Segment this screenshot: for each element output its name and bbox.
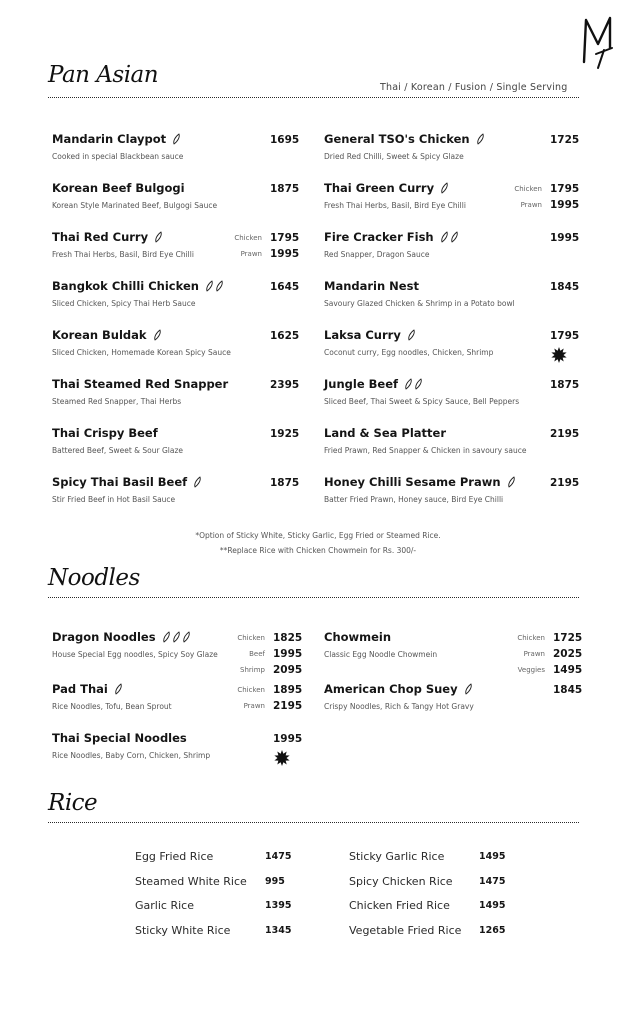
- price-list: [553, 682, 583, 698]
- rice-item-name: Chicken Fried Rice: [349, 899, 450, 912]
- item-description: Fresh Thai Herbs, Basil, Bird Eye Chilli: [52, 250, 194, 259]
- special-badge-icon: [273, 749, 291, 767]
- price-list: [550, 328, 580, 344]
- rice-item-price: 1395: [265, 900, 292, 911]
- chili-icon: [407, 329, 416, 341]
- price-list: [270, 181, 300, 197]
- item-name-row: [52, 132, 182, 148]
- price-value: 1995: [273, 733, 303, 745]
- chili-icon: [154, 231, 163, 243]
- item-name: Thai Green Curry: [324, 181, 435, 195]
- item-name-row: [324, 630, 391, 644]
- item-name-row: [324, 682, 474, 698]
- rice-item-name: Sticky White Rice: [135, 923, 231, 937]
- spice-level: [154, 231, 164, 246]
- menu-item: [52, 230, 300, 270]
- price-variant-label: Chicken: [237, 686, 265, 694]
- spice-level: [407, 329, 417, 344]
- spice-level: [162, 631, 192, 646]
- chili-icon: [114, 683, 123, 695]
- brand-logo: [578, 14, 618, 70]
- item-name: Spicy Thai Basil Beef: [52, 475, 188, 489]
- price-row: [517, 662, 583, 678]
- price-row: [517, 630, 583, 646]
- menu-item: [324, 181, 580, 221]
- item-description: Korean Style Marinated Beef, Bulgogi Sauce: [52, 201, 218, 210]
- item-name: Korean Beef Bulgogi: [52, 181, 185, 195]
- chili-icon: [464, 683, 473, 695]
- rice-item-name: Sticky Garlic Rice: [349, 850, 445, 863]
- spice-level: [153, 329, 163, 344]
- price-list: [234, 230, 300, 262]
- price-row: [270, 377, 300, 393]
- price-list: [550, 279, 580, 295]
- price-value: 1645: [270, 281, 300, 293]
- price-value: 2395: [270, 379, 300, 391]
- price-list: [550, 475, 580, 491]
- item-description: Steamed Red Snapper, Thai Herbs: [52, 397, 182, 406]
- rice-item-price: 1475: [479, 875, 506, 887]
- spice-level: [507, 476, 517, 491]
- price-value: 1875: [270, 477, 300, 489]
- price-row: [234, 246, 300, 262]
- price-list: [273, 731, 303, 747]
- price-value: 1925: [270, 428, 300, 440]
- price-row: [550, 377, 580, 393]
- price-row: [237, 630, 303, 646]
- price-value: 1995: [270, 248, 300, 260]
- chili-icon: [507, 476, 516, 488]
- divider-rice: [48, 822, 579, 823]
- item-description: Classic Egg Noodle Chowmein: [324, 650, 438, 659]
- special-badge: [273, 749, 291, 771]
- rice-item-name: Steamed White Rice: [135, 874, 247, 888]
- menu-item: [324, 279, 580, 319]
- rice-item-name: Spicy Chicken Rice: [349, 874, 453, 888]
- item-description: Sliced Chicken, Homemade Korean Spicy Sauce: [52, 348, 231, 357]
- item-description: Savoury Glazed Chicken & Shrimp in a Potato bowl: [324, 299, 515, 308]
- price-value: 1795: [270, 232, 300, 244]
- price-value: 1725: [550, 134, 580, 146]
- section-title-rice: Rice: [48, 790, 98, 816]
- menu-item: [52, 132, 300, 172]
- price-variant-label: Prawn: [243, 702, 265, 710]
- menu-item: [52, 279, 300, 319]
- spice-level: [476, 133, 486, 148]
- menu-item: [52, 377, 300, 417]
- price-value: 1995: [550, 232, 580, 244]
- price-value: 1845: [553, 684, 583, 696]
- item-name-row: [52, 279, 225, 295]
- spice-level: [114, 683, 124, 698]
- chili-icon: [404, 378, 413, 390]
- menu-item: [324, 426, 580, 466]
- spice-level: [440, 231, 460, 246]
- menu-item: [52, 475, 300, 515]
- price-list: [270, 426, 300, 442]
- rice-item-price: 1475: [265, 851, 292, 862]
- price-row: [514, 197, 580, 213]
- rice-item-price: 1495: [479, 900, 506, 911]
- price-list: [550, 377, 580, 393]
- price-row: [550, 279, 580, 295]
- chili-icon: [215, 280, 224, 292]
- menu-item: [52, 426, 300, 466]
- chili-icon: [440, 182, 449, 194]
- price-value: 1895: [273, 684, 303, 696]
- price-row: [270, 475, 300, 491]
- item-name-row: [52, 731, 187, 745]
- item-name: General TSO's Chicken: [324, 132, 470, 146]
- price-list: [550, 230, 580, 246]
- chili-icon: [440, 231, 449, 243]
- price-variant-label: Beef: [249, 650, 265, 658]
- spice-level: [440, 182, 450, 197]
- item-name: Pad Thai: [52, 682, 108, 696]
- price-variant-label: Prawn: [240, 250, 262, 258]
- item-description: Sliced Chicken, Spicy Thai Herb Sauce: [52, 299, 196, 308]
- price-row: [553, 682, 583, 698]
- rice-option-note: *Option of Sticky White, Sticky Garlic, Egg Fried or Steamed Rice.: [195, 531, 441, 540]
- item-name: Thai Crispy Beef: [52, 426, 158, 440]
- menu-item: [52, 731, 303, 771]
- price-list: [550, 132, 580, 148]
- menu-item: [52, 682, 303, 722]
- price-row: [237, 646, 303, 662]
- rice-item-price: 1265: [479, 924, 506, 936]
- menu-item: [324, 328, 580, 368]
- item-name: Korean Buldak: [52, 328, 147, 342]
- item-name-row: [52, 181, 185, 195]
- item-name-row: [52, 328, 163, 344]
- item-name-row: [324, 230, 460, 246]
- item-name-row: [52, 682, 124, 698]
- price-value: 1695: [270, 134, 300, 146]
- chili-icon: [476, 133, 485, 145]
- spice-level: [404, 378, 424, 393]
- price-row: [517, 646, 583, 662]
- price-list: [270, 475, 300, 491]
- item-name-row: [324, 377, 424, 393]
- rice-item: [135, 875, 305, 897]
- price-value: 1495: [553, 664, 583, 676]
- item-name: Fire Cracker Fish: [324, 230, 434, 244]
- item-name: Dragon Noodles: [52, 630, 156, 644]
- spice-level: [172, 133, 182, 148]
- rice-item: [349, 850, 519, 872]
- menu-item: [324, 230, 580, 270]
- price-value: 1995: [273, 648, 303, 660]
- chili-icon: [172, 631, 181, 643]
- price-row: [514, 181, 580, 197]
- rice-item-price: 1345: [265, 924, 292, 936]
- item-name: Honey Chilli Sesame Prawn: [324, 475, 501, 489]
- price-row: [270, 132, 300, 148]
- divider-pan-asian: [48, 97, 579, 98]
- chili-icon: [153, 329, 162, 341]
- menu-item: [52, 181, 300, 221]
- price-value: 1995: [550, 199, 580, 211]
- price-row: [237, 698, 303, 714]
- item-name-row: [324, 328, 417, 344]
- rice-item: [135, 924, 305, 946]
- item-name: Land & Sea Platter: [324, 426, 446, 440]
- item-name-row: [324, 279, 419, 293]
- chili-icon: [205, 280, 214, 292]
- price-row: [273, 731, 303, 747]
- price-value: 1625: [270, 330, 300, 342]
- menu-item: [324, 682, 583, 722]
- menu-item: [52, 328, 300, 368]
- rice-item: [349, 875, 519, 897]
- item-description: Sliced Beef, Thai Sweet & Spicy Sauce, Bell Peppers: [324, 397, 520, 406]
- item-name-row: [52, 475, 203, 491]
- price-value: 1795: [550, 183, 580, 195]
- price-variant-label: Veggies: [517, 666, 545, 674]
- price-value: 2025: [553, 648, 583, 660]
- price-variant-label: Shrimp: [240, 666, 265, 674]
- divider-noodles: [48, 597, 579, 598]
- price-value: 1845: [550, 281, 580, 293]
- price-list: [237, 682, 303, 714]
- rice-item-name: Egg Fried Rice: [135, 850, 214, 863]
- item-name: American Chop Suey: [324, 682, 458, 696]
- item-description: Fresh Thai Herbs, Basil, Bird Eye Chilli: [324, 201, 466, 210]
- price-list: [270, 328, 300, 344]
- item-description: Rice Noodles, Tofu, Bean Sprout: [52, 702, 172, 711]
- rice-item-price: 1495: [479, 851, 506, 862]
- spice-level: [205, 280, 225, 295]
- item-description: Cooked in special Blackbean sauce: [52, 152, 184, 161]
- chili-icon: [450, 231, 459, 243]
- menu-item: [324, 377, 580, 417]
- special-badge: [550, 346, 568, 368]
- price-variant-label: Chicken: [514, 185, 542, 193]
- item-description: Dried Red Chilli, Sweet & Spicy Glaze: [324, 152, 464, 161]
- chowmein-replace-note: **Replace Rice with Chicken Chowmein for Rs. 300/-: [219, 546, 417, 555]
- item-name-row: [324, 475, 517, 491]
- price-value: 1875: [550, 379, 580, 391]
- rice-item-name: Garlic Rice: [135, 899, 194, 912]
- item-name: Laksa Curry: [324, 328, 401, 342]
- price-row: [234, 230, 300, 246]
- chili-icon: [162, 631, 171, 643]
- price-row: [550, 230, 580, 246]
- price-value: 1725: [553, 632, 583, 644]
- item-name: Mandarin Claypot: [52, 132, 167, 146]
- item-name-row: [52, 377, 228, 391]
- special-badge-icon: [550, 346, 568, 364]
- rice-item: [349, 899, 519, 921]
- menu-item: [324, 132, 580, 172]
- price-list: [550, 426, 580, 442]
- chili-icon: [182, 631, 191, 643]
- item-description: Coconut curry, Egg noodles, Chicken, Shrimp: [324, 348, 494, 357]
- price-value: 1875: [270, 183, 300, 195]
- chili-icon: [193, 476, 202, 488]
- price-row: [237, 662, 303, 678]
- spice-level: [193, 476, 203, 491]
- price-variant-label: Chicken: [237, 634, 265, 642]
- item-description: Crispy Noodles, Rich & Tangy Hot Gravy: [324, 702, 474, 711]
- item-name-row: [324, 132, 486, 148]
- rice-item: [135, 899, 305, 921]
- price-value: 2195: [550, 477, 580, 489]
- section-title-noodles: Noodles: [48, 565, 140, 591]
- item-name: Chowmein: [324, 630, 392, 644]
- price-row: [550, 132, 580, 148]
- item-description: Red Snapper, Dragon Sauce: [324, 250, 430, 259]
- item-name: Thai Steamed Red Snapper: [52, 377, 229, 391]
- item-name-row: [52, 630, 192, 646]
- item-description: Batter Fried Prawn, Honey sauce, Bird Eye Chilli: [324, 495, 504, 504]
- item-name-row: [52, 426, 158, 440]
- menu-item: [324, 630, 583, 676]
- price-row: [270, 181, 300, 197]
- price-value: 1795: [550, 330, 580, 342]
- price-row: [550, 426, 580, 442]
- price-row: [550, 475, 580, 491]
- price-list: [270, 377, 300, 393]
- item-name: Mandarin Nest: [324, 279, 419, 293]
- spice-level: [464, 683, 474, 698]
- menu-item: [324, 475, 580, 515]
- price-value: 2095: [273, 664, 303, 676]
- item-name: Bangkok Chilli Chicken: [52, 279, 199, 293]
- price-variant-label: Chicken: [234, 234, 262, 242]
- chili-icon: [172, 133, 181, 145]
- price-list: [514, 181, 580, 213]
- section-title-pan-asian: Pan Asian: [48, 62, 159, 88]
- price-list: [517, 630, 583, 678]
- price-row: [270, 426, 300, 442]
- item-name-row: [324, 181, 450, 197]
- item-name: Jungle Beef: [324, 377, 398, 391]
- price-row: [270, 328, 300, 344]
- item-name-row: [324, 426, 446, 440]
- rice-item: [135, 850, 305, 872]
- menu-item: [52, 630, 303, 676]
- price-list: [270, 279, 300, 295]
- price-value: 2195: [550, 428, 580, 440]
- price-variant-label: Prawn: [520, 201, 542, 209]
- price-value: 1825: [273, 632, 303, 644]
- price-row: [550, 328, 580, 344]
- price-value: 2195: [273, 700, 303, 712]
- rice-item: [349, 924, 519, 946]
- chili-icon: [414, 378, 423, 390]
- item-description: Rice Noodles, Baby Corn, Chicken, Shrimp: [52, 751, 211, 760]
- item-description: House Special Egg noodles, Spicy Soy Glaze: [52, 650, 218, 659]
- rice-item-name: Vegetable Fried Rice: [349, 923, 462, 937]
- price-row: [270, 279, 300, 295]
- price-list: [270, 132, 300, 148]
- price-variant-label: Chicken: [517, 634, 545, 642]
- item-name: Thai Special Noodles: [52, 731, 187, 745]
- item-description: Fried Prawn, Red Snapper & Chicken in savoury sauce: [324, 446, 527, 455]
- item-name: Thai Red Curry: [52, 230, 149, 244]
- price-row: [237, 682, 303, 698]
- rice-item-price: 995: [265, 875, 285, 887]
- item-name-row: [52, 230, 164, 246]
- item-description: Stir Fried Beef in Hot Basil Sauce: [52, 495, 176, 504]
- price-variant-label: Prawn: [523, 650, 545, 658]
- price-list: [237, 630, 303, 678]
- section-subtitle-pan-asian: Thai / Korean / Fusion / Single Serving: [380, 82, 568, 93]
- item-description: Battered Beef, Sweet & Sour Glaze: [52, 446, 183, 455]
